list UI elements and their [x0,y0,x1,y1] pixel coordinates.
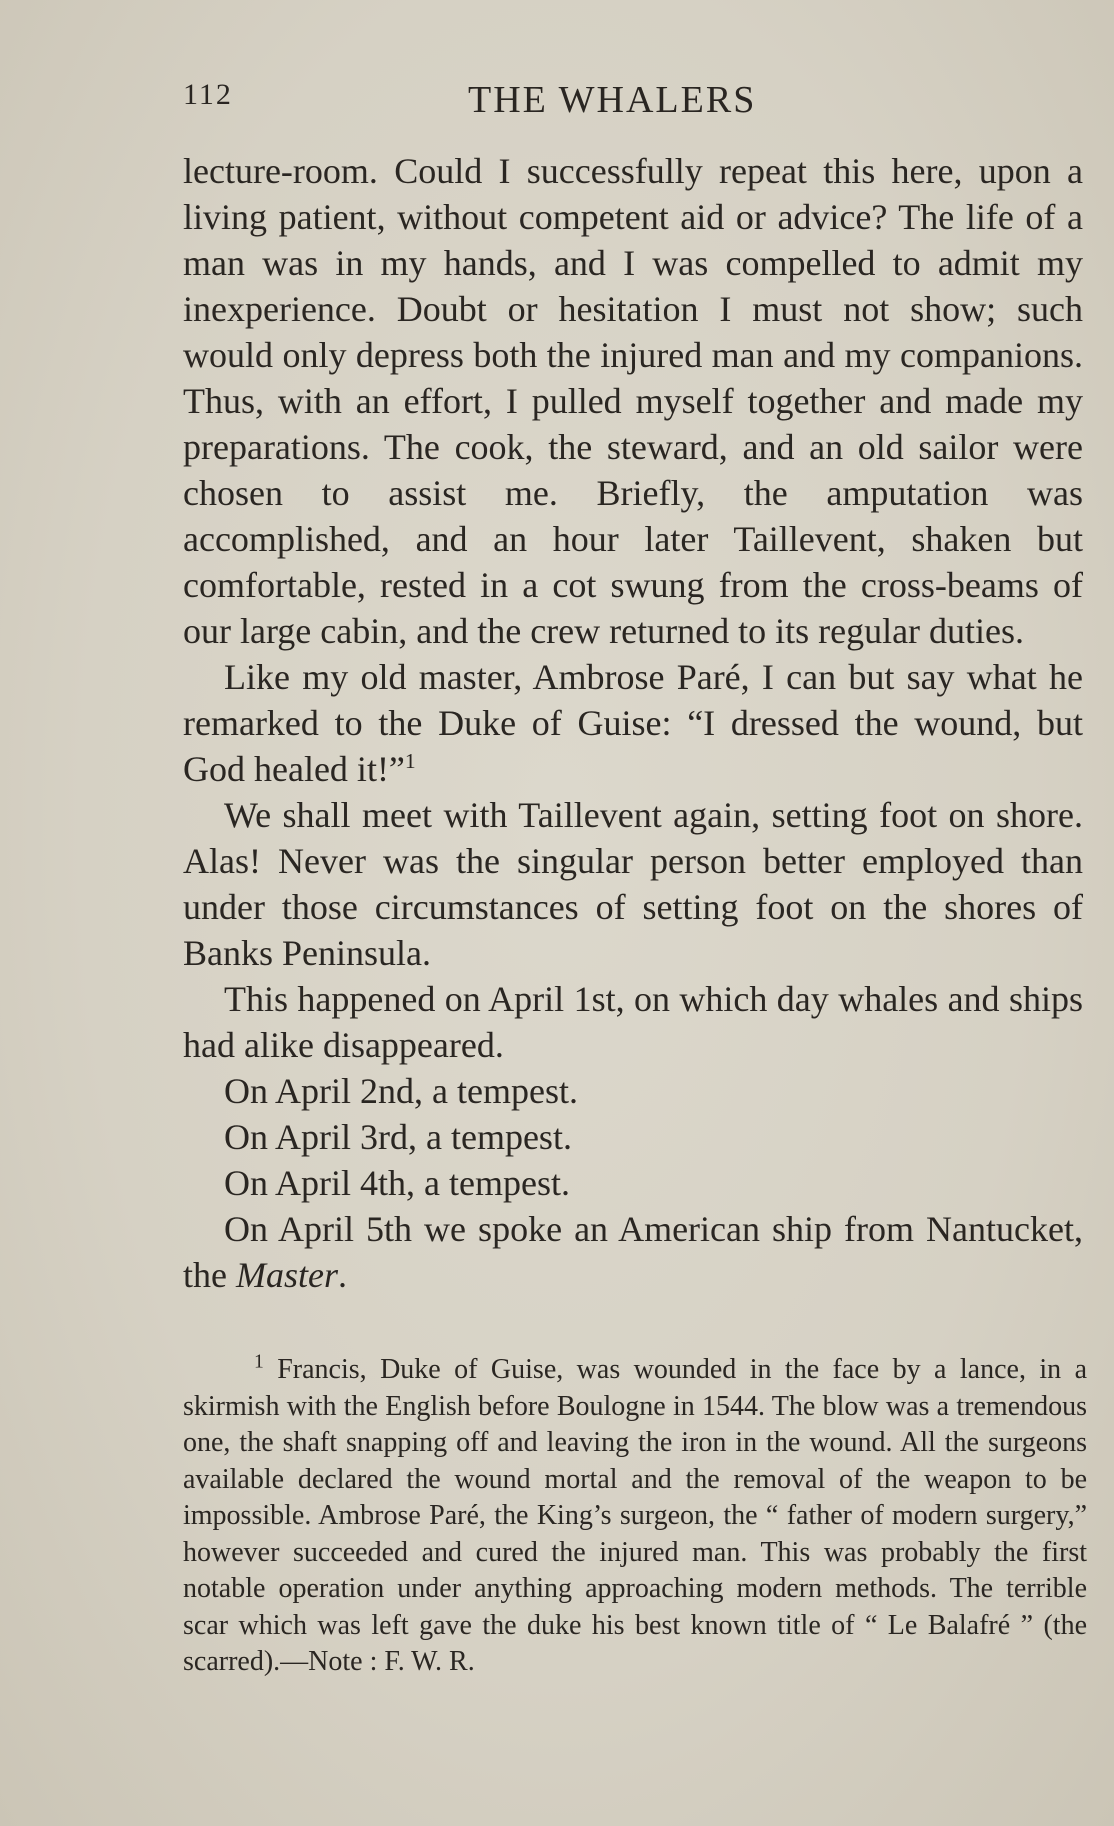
page-header [183,78,1083,124]
footnote-paragraph [183,1352,1087,1681]
footnote-text: Francis, Duke of Guise, was wounded in the face by a lance, in a skirmish with the English before Boulogne in 1544. The blow was a tremendous one, the shaft snapping off and leaving the iron in the wound. All the surgeons available declared the wound mortal and the removal of the weapon to be impossible. Ambrose Paré, the King’s surgeon, the “ father of modern surgery,” however succeeded and cured the injured man. This was probably the first notable operation under anything approaching modern methods. The terrible scar which was left gave the duke his best known title of “ Le Balafré ” (the scarred).—Note : F. W. R. [183,1354,1088,1677]
running-head: THE WHALERS [468,79,757,121]
main-text [183,148,1083,1298]
paragraph-text: Like my old master, Ambrose Paré, I can but say what he remarked to the Duke of Guise: “I dressed the wound, but God healed it!” [183,657,1083,789]
paragraph-taillevent-shore: We shall meet with Taillevent again, setting foot on shore. Alas! Never was the singular person better employed than under those circumstances of setting foot on the shores of Banks Peninsula. [183,795,1083,973]
paragraph-continuation: lecture-room. Could I successfully repeat this here, upon a living patient, without competent aid or advice? The life of a man was in my hands, and I was compelled to admit my inexperience. Doubt or hesitation I must not show; such would only depress both the injured man and my companions. Thus, with an effort, I pulled myself together and made my preparations. The cook, the steward, and an old sailor were chosen to assist me. Briefly, the amputation was accomplished, and an hour later Taillevent, shaken but comfortable, rested in a cot swung from the cross-beams of our large cabin, and the crew returned to its regular duties. [183,151,1083,651]
paragraph-text: On April 5th we spoke an American ship from Nantucket, the [183,1209,1083,1295]
paragraph-pare-quote [183,654,1083,792]
paragraph-april-3rd: On April 3rd, a tempest. [224,1117,572,1157]
paragraph-april-2nd: On April 2nd, a tempest. [224,1071,578,1111]
paragraph-april-1st: This happened on April 1st, on which day whales and ships had alike disappeared. [183,979,1083,1065]
paragraph-april-4th: On April 4th, a tempest. [224,1163,570,1203]
footnote-marker: 1 [254,1351,264,1373]
paragraph-april-5th [183,1206,1083,1298]
footnote [183,1352,1087,1681]
paragraph-end: . [337,1255,347,1295]
page-number: 112 [183,78,233,111]
ship-name: Master [235,1255,338,1295]
footnote-reference: 1 [404,749,416,773]
